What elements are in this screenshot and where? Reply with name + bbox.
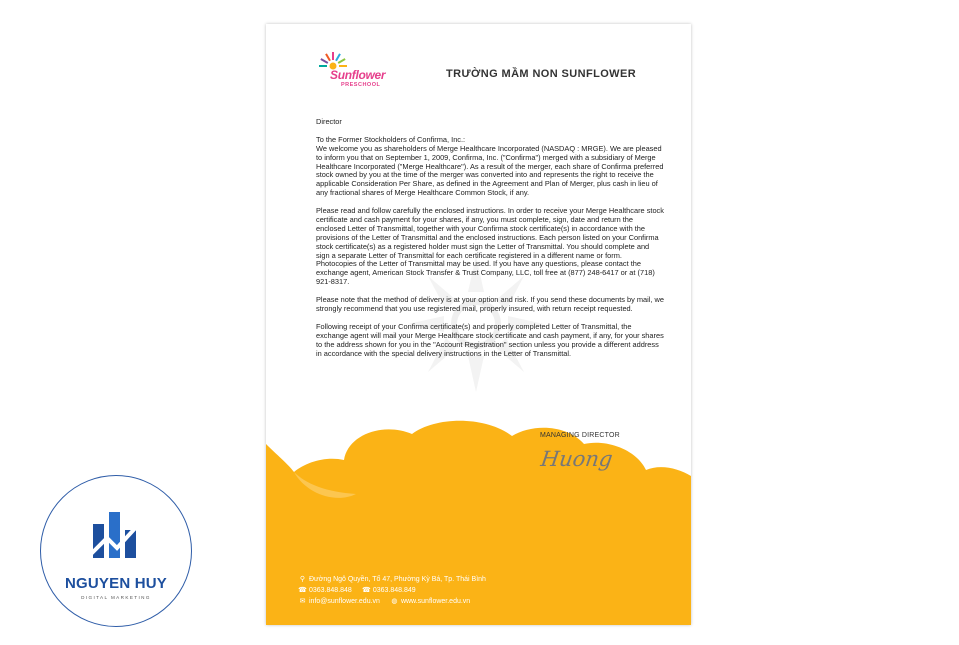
sunflower-logo bbox=[314, 51, 394, 91]
footer-phone-1: 0363.848.848 bbox=[309, 587, 352, 594]
brand-tagline: DIGITAL MARKETING bbox=[81, 595, 151, 600]
footer-address: Đường Ngô Quyền, Tổ 47, Phường Kỳ Bá, Tp. Thái Bình bbox=[309, 576, 486, 583]
footer-email[interactable]: info@sunflower.edu.vn bbox=[309, 598, 380, 605]
phone-icon: ☎ bbox=[298, 587, 307, 594]
globe-icon: ◍ bbox=[391, 598, 398, 605]
letter-paragraph: We welcome you as shareholders of Merge Healthcare Incorporated (NASDAQ : MRGE). We are pleased to inform you that on September 1, 2009, Confirma, Inc. ("Confirma") merged with a subsidiary of Merge Healthcare Incorporated ("Merge Healthcare"). As a result of the merger, each share of Confirma preferred stock owned by you at the time of the merger was converted into and represents the right to receive the applicable Consideration Per Share, as defined in the Agreement and Plan of Merger, plus cash in lieu of any fractional shares of Merge Healthcare Common Stock, if any. bbox=[316, 143, 664, 198]
mail-icon: ✉ bbox=[299, 598, 306, 605]
footer-web-row bbox=[298, 596, 486, 607]
growth-chart-icon bbox=[87, 502, 145, 564]
signature: Huong bbox=[539, 447, 615, 471]
brand-name: NGUYEN HUY bbox=[64, 575, 167, 592]
brand-badge bbox=[40, 475, 192, 627]
letter-paragraph: Please read and follow carefully the enclosed instructions. In order to receive your Merge Healthcare stock certificate and cash payment for your shares, if any, you must complete, sign, date and return the enclosed Letter of Transmittal, together with your Confirma stock certificate(s) in accordance with the provisions of the Letter of Transmittal and the enclosed instructions. Each person listed on your Confirma stock certificate(s) as a registered holder must sign the Letter of Transmittal. You should complete and sign a separate Letter of Transmittal for each certificate registered in a different name or form. Photocopies of the Letter of Transmittal may be used. If you have any questions, please contact the exchange agent, American Stock Transfer & Trust Company, LLC, toll free at (877) 248-6417 or at (718) 921-8317. bbox=[316, 206, 664, 287]
footer-phone-row bbox=[298, 585, 486, 596]
logo-wordmark: Sunflower bbox=[330, 68, 386, 82]
recipient-title: Director bbox=[316, 117, 342, 126]
signatory-title: MANAGING DIRECTOR bbox=[540, 432, 620, 439]
school-name: TRƯỜNG MẦM NON SUNFLOWER bbox=[446, 68, 637, 80]
footer-contact bbox=[298, 574, 486, 607]
letterhead-page bbox=[266, 24, 691, 625]
logo-subtitle: PRESCHOOL bbox=[341, 82, 381, 88]
letter-body bbox=[316, 118, 664, 367]
greeting: To the Former Stockholders of Confirma, Inc.: bbox=[316, 134, 466, 144]
footer-address-row bbox=[298, 574, 486, 585]
location-icon: ⚲ bbox=[299, 576, 306, 583]
letter-paragraph: Please note that the method of delivery is at your option and risk. If you send these documents by mail, we strongly recommend that you use registered mail, properly insured, with return receipt requested. bbox=[316, 295, 664, 313]
phone-icon: ☎ bbox=[361, 587, 371, 594]
letter-paragraph: Following receipt of your Confirma certificate(s) and properly completed Letter of Transmittal, the exchange agent will mail your Merge Healthcare stock certificate and cash payment, if any, for your shares to the address shown for you in the "Account Registration" section unless you provide a different address in accordance with the special delivery instructions in the Letter of Transmittal. bbox=[316, 321, 664, 358]
footer-website[interactable]: www.sunflower.edu.vn bbox=[400, 598, 471, 605]
footer-phone-2: 0363.848.849 bbox=[372, 587, 416, 594]
